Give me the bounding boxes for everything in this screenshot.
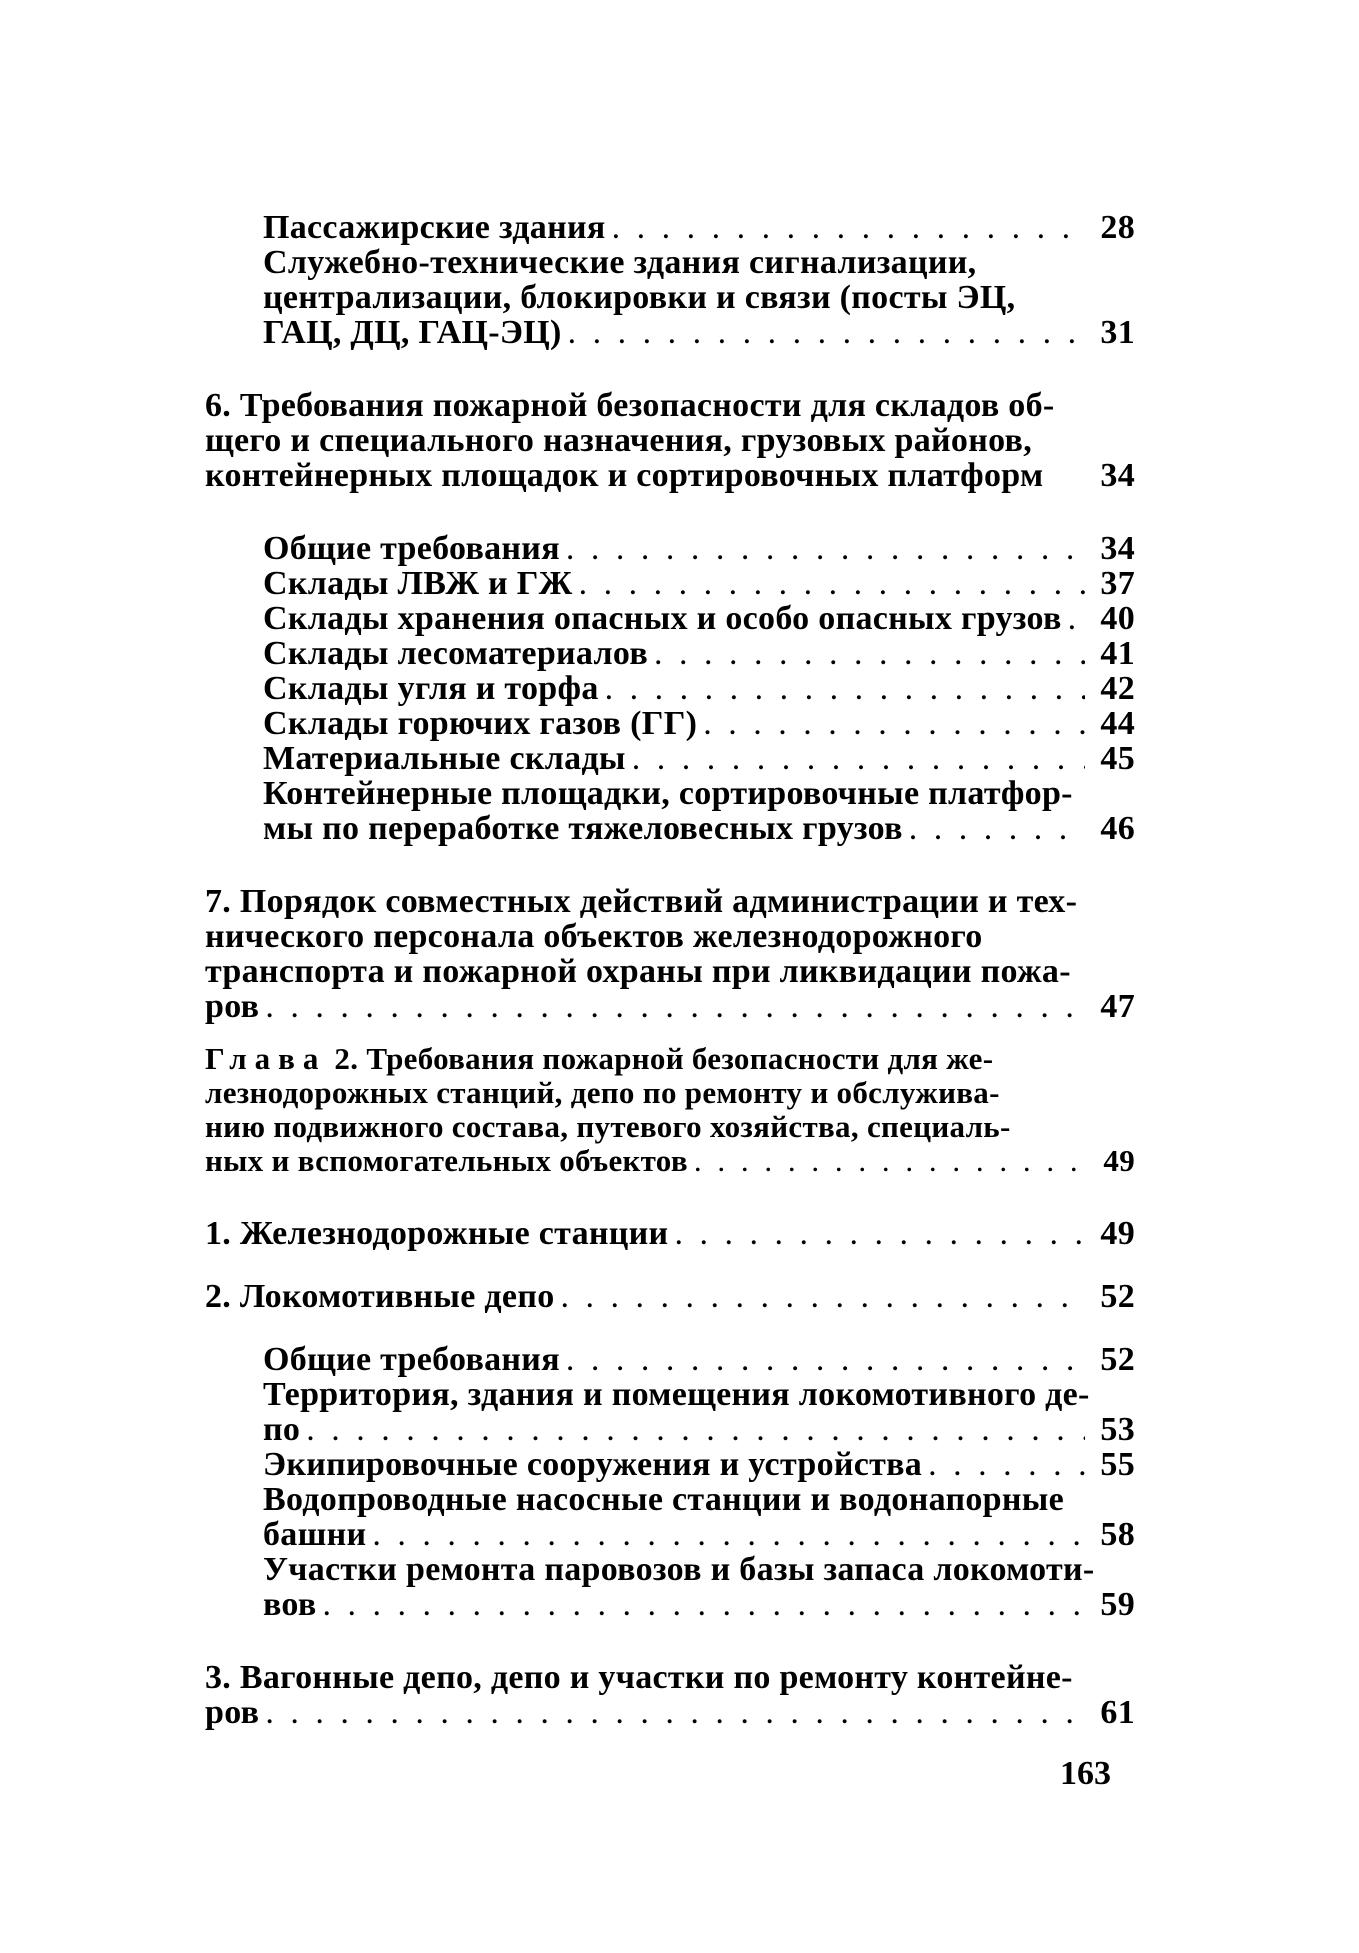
toc-entry [263,601,1135,636]
toc-entry-text: ров [205,988,260,1025]
toc-page-number: 53 [1100,1411,1135,1448]
leader-dots [1068,601,1085,636]
toc-entry-text: централизации, блокировки и связи (посты ЭЦ, [263,279,1016,316]
toc-entry-text: 2. Требования пожарной безопасности для же- [326,1041,994,1076]
toc-page-number: 52 [1100,1341,1135,1378]
leader-dots [694,1144,1085,1178]
toc-page-number: 59 [1100,1586,1135,1623]
toc-page-number: 58 [1100,1516,1135,1553]
toc-entry [263,706,1135,741]
toc-entry [263,1447,1135,1482]
leader-dots [909,811,1085,846]
toc-entry-text: мы по переработке тяжеловесных грузов [263,810,903,847]
leader-dots [674,1216,1085,1251]
toc-entry-text: Водопроводные насосные станции и водонапорные [263,1481,1064,1518]
toc-page-number: 40 [1100,600,1135,637]
chapter-label: Глава [205,1041,327,1076]
toc-entry-text: Участки ремонта паровозов и базы запаса локомоти- [263,1551,1095,1588]
toc-page-number: 41 [1100,635,1135,672]
toc-entry [263,210,1135,245]
toc-entry-text: вов [263,1586,317,1623]
toc-entry-text: 2. Локомотивные депо [205,1278,555,1315]
toc-entry-text: Пассажирские здания [263,209,606,246]
leader-dots [928,1447,1085,1482]
leader-dots [323,1587,1085,1622]
leader-dots [632,741,1085,776]
toc-entry [263,776,1135,846]
leader-dots [566,1342,1085,1377]
table-of-contents [205,210,1135,1730]
leader-dots [372,1517,1085,1552]
toc-page-number: 31 [1100,314,1135,351]
toc-entry-text: 7. Порядок совместных действий администрации и тех- [205,883,1078,920]
leader-dots [654,636,1085,671]
toc-page-number: 46 [1100,810,1135,847]
toc-entry-text: Территория, здания и помещения локомотивного де- [263,1376,1090,1413]
leader-dots [703,706,1085,741]
toc-page-number: 52 [1100,1278,1135,1315]
toc-entry [263,1342,1135,1377]
leader-dots [605,671,1085,706]
toc-page-number: 34 [1100,530,1135,567]
toc-entry-text: Склады хранения опасных и особо опасных грузов [263,600,1062,637]
toc-entry [263,531,1135,566]
toc-entry [263,566,1135,601]
toc-page-number: 45 [1100,740,1135,777]
toc-page-number: 49 [1103,1143,1135,1178]
toc-entry-text: щего и специального назначения, грузовых районов, [205,422,1033,459]
toc-entry-text: Склады лесоматериалов [263,635,649,672]
leader-dots [568,315,1085,350]
toc-page-number: 37 [1100,565,1135,602]
toc-section-entry [205,1216,1135,1251]
toc-entry-text: Общие требования [263,1341,560,1378]
toc-page-number: 61 [1100,1694,1135,1731]
toc-page-number: 28 [1100,209,1135,246]
toc-page-number: 49 [1100,1215,1135,1252]
toc-entry-text: Контейнерные площадки, сортировочные платфор- [263,775,1073,812]
toc-section-entry [205,884,1135,1024]
toc-section-entry [205,388,1135,493]
toc-entry-text: Служебно-технические здания сигнализации, [263,244,977,281]
toc-entry-text: Склады угля и торфа [263,670,599,707]
leader-dots [561,1279,1085,1314]
toc-entry-text: 3. Вагонные депо, депо и участки по ремонту контейне- [205,1659,1073,1696]
leader-dots [265,989,1085,1024]
leader-dots [612,210,1085,245]
toc-entry-text: Материальные склады [263,740,626,777]
toc-entry-text: контейнерных площадок и сортировочных платформ [205,457,1044,494]
toc-chapter-entry [205,1042,1135,1178]
toc-entry-text: Склады горючих газов (ГГ) [263,705,698,742]
toc-entry [263,636,1135,671]
toc-page-number: 55 [1100,1446,1135,1483]
toc-entry-text: транспорта и пожарной охраны при ликвидации пожа- [205,953,1071,990]
leader-dots [579,566,1085,601]
toc-page-number: 42 [1100,670,1135,707]
toc-page-number: 34 [1100,457,1135,494]
toc-entry [263,671,1135,706]
toc-entry [263,1377,1135,1447]
toc-entry-text: ров [205,1694,260,1731]
toc-entry-text: 6. Требования пожарной безопасности для складов об- [205,387,1055,424]
toc-entry-text: ных и вспомогательных объектов [205,1143,688,1178]
toc-entry [263,1552,1135,1622]
toc-entry [263,1482,1135,1552]
toc-entry-text: нического персонала объектов железнодорожного [205,918,983,955]
leader-dots [265,1695,1085,1730]
toc-entry-text: Общие требования [263,530,560,567]
toc-entry-text: Склады ЛВЖ и ГЖ [263,565,573,602]
toc-section-entry [205,1660,1135,1730]
toc-entry-text: по [263,1411,301,1448]
toc-entry-text: ГАЦ, ДЦ, ГАЦ-ЭЦ) [263,314,562,351]
toc-page-number: 44 [1100,705,1135,742]
toc-entry-text: нию подвижного состава, путевого хозяйства, специаль- [205,1109,1011,1144]
toc-entry [263,245,1135,350]
toc-entry-text: Экипировочные сооружения и устройства [263,1446,923,1483]
toc-entry-text: башни [263,1516,367,1553]
toc-entry-text: 1. Железнодорожные станции [205,1215,669,1252]
leader-dots [306,1412,1085,1447]
page-number: 163 [1060,1755,1111,1792]
toc-page-number: 47 [1100,988,1135,1025]
toc-entry [263,741,1135,776]
leader-dots [566,531,1085,566]
toc-section-entry [205,1279,1135,1314]
toc-entry-text: лезнодорожных станций, депо по ремонту и обслужива- [205,1075,1000,1110]
